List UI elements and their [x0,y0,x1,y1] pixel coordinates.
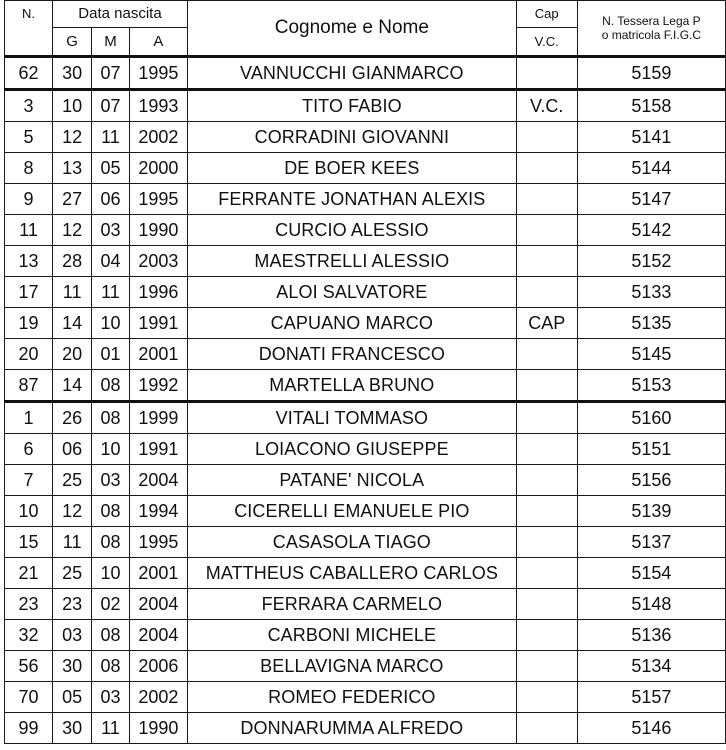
cell-name: CURCIO ALESSIO [188,215,517,246]
cell-name: CORRADINI GIOVANNI [188,122,517,153]
cell-month: 05 [92,153,129,184]
table-row [5,184,726,215]
cell-captain: V.C. [516,90,577,122]
cell-card-number: 5141 [577,122,725,153]
cell-year: 2001 [129,339,187,370]
cell-year: 2002 [129,682,187,713]
cell-card-number: 5156 [577,465,725,496]
cell-number: 87 [5,370,53,402]
cell-captain [516,184,577,215]
cell-number: 20 [5,339,53,370]
header-year: A [129,28,187,57]
cell-name: FERRARA CARMELO [188,589,517,620]
header-card-number-line1: N. Tessera Lega P [602,14,701,28]
cell-day: 12 [52,122,91,153]
cell-card-number: 5148 [577,589,725,620]
cell-number: 6 [5,434,53,465]
cell-name: CARBONI MICHELE [188,620,517,651]
cell-number: 62 [5,57,53,90]
cell-number: 17 [5,277,53,308]
cell-day: 10 [52,90,91,122]
cell-day: 30 [52,651,91,682]
table-row [5,651,726,682]
cell-day: 30 [52,713,91,744]
cell-day: 20 [52,339,91,370]
cell-captain: CAP [516,308,577,339]
cell-year: 1995 [129,57,187,90]
cell-day: 25 [52,558,91,589]
cell-day: 11 [52,527,91,558]
cell-captain [516,57,577,90]
table-row [5,370,726,402]
cell-day: 25 [52,465,91,496]
cell-captain [516,153,577,184]
cell-number: 11 [5,215,53,246]
cell-month: 10 [92,308,129,339]
table-row [5,465,726,496]
cell-year: 2002 [129,122,187,153]
cell-month: 08 [92,527,129,558]
cell-name: DONATI FRANCESCO [188,339,517,370]
table-row [5,682,726,713]
cell-year: 1990 [129,713,187,744]
cell-card-number: 5144 [577,153,725,184]
cell-year: 2006 [129,651,187,682]
cell-number: 9 [5,184,53,215]
cell-day: 05 [52,682,91,713]
cell-month: 08 [92,402,129,434]
cell-captain [516,370,577,402]
cell-year: 1993 [129,90,187,122]
cell-captain [516,122,577,153]
cell-captain [516,215,577,246]
cell-captain [516,465,577,496]
cell-card-number: 5137 [577,527,725,558]
cell-card-number: 5159 [577,57,725,90]
cell-day: 11 [52,277,91,308]
cell-number: 13 [5,246,53,277]
cell-captain [516,434,577,465]
header-captain: Cap [516,1,577,28]
cell-name: MAESTRELLI ALESSIO [188,246,517,277]
cell-captain [516,402,577,434]
cell-card-number: 5146 [577,713,725,744]
cell-year: 2004 [129,465,187,496]
header-card-number [577,1,725,57]
cell-day: 06 [52,434,91,465]
cell-captain [516,620,577,651]
cell-card-number: 5153 [577,370,725,402]
cell-card-number: 5158 [577,90,725,122]
cell-year: 1999 [129,402,187,434]
cell-number: 56 [5,651,53,682]
cell-year: 2000 [129,153,187,184]
cell-number: 15 [5,527,53,558]
table-header [5,1,726,57]
header-number: N. [5,1,53,57]
cell-month: 10 [92,434,129,465]
cell-month: 08 [92,651,129,682]
cell-card-number: 5154 [577,558,725,589]
cell-number: 3 [5,90,53,122]
cell-card-number: 5145 [577,339,725,370]
cell-day: 26 [52,402,91,434]
table-body [5,57,726,744]
cell-month: 11 [92,277,129,308]
cell-card-number: 5147 [577,184,725,215]
cell-name: LOIACONO GIUSEPPE [188,434,517,465]
table-row [5,308,726,339]
table-row [5,620,726,651]
cell-name: TITO FABIO [188,90,517,122]
cell-captain [516,527,577,558]
cell-number: 5 [5,122,53,153]
cell-month: 01 [92,339,129,370]
cell-year: 1990 [129,215,187,246]
cell-card-number: 5135 [577,308,725,339]
cell-month: 08 [92,370,129,402]
table-row [5,57,726,90]
cell-month: 10 [92,558,129,589]
table-row [5,215,726,246]
cell-card-number: 5134 [577,651,725,682]
table-row [5,527,726,558]
header-birth-date: Data nascita [52,1,187,28]
cell-year: 2004 [129,589,187,620]
cell-year: 1996 [129,277,187,308]
cell-year: 1991 [129,434,187,465]
cell-captain [516,246,577,277]
cell-captain [516,558,577,589]
cell-card-number: 5152 [577,246,725,277]
cell-card-number: 5139 [577,496,725,527]
table-row [5,90,726,122]
cell-year: 1992 [129,370,187,402]
header-card-number-line2: o matricola F.I.G.C [601,28,702,42]
table-row [5,122,726,153]
cell-name: DONNARUMMA ALFREDO [188,713,517,744]
cell-month: 03 [92,215,129,246]
cell-day: 12 [52,496,91,527]
cell-day: 30 [52,57,91,90]
cell-number: 32 [5,620,53,651]
cell-card-number: 5133 [577,277,725,308]
cell-year: 1994 [129,496,187,527]
cell-month: 04 [92,246,129,277]
cell-captain [516,651,577,682]
table-row [5,277,726,308]
cell-year: 2004 [129,620,187,651]
cell-month: 07 [92,57,129,90]
header-vice-captain: V.C. [516,28,577,57]
cell-captain [516,713,577,744]
cell-name: PATANE' NICOLA [188,465,517,496]
cell-day: 23 [52,589,91,620]
cell-year: 1991 [129,308,187,339]
cell-month: 08 [92,620,129,651]
cell-captain [516,496,577,527]
player-roster-table [4,0,726,744]
cell-card-number: 5136 [577,620,725,651]
table-row [5,713,726,744]
cell-card-number: 5160 [577,402,725,434]
table-row [5,558,726,589]
cell-year: 1995 [129,184,187,215]
cell-day: 14 [52,308,91,339]
cell-number: 21 [5,558,53,589]
cell-captain [516,277,577,308]
cell-day: 28 [52,246,91,277]
header-full-name: Cognome e Nome [188,1,517,57]
cell-name: MARTELLA BRUNO [188,370,517,402]
cell-year: 2001 [129,558,187,589]
header-month: M [92,28,129,57]
cell-year: 2003 [129,246,187,277]
cell-name: CAPUANO MARCO [188,308,517,339]
table-row [5,402,726,434]
cell-month: 03 [92,465,129,496]
cell-month: 07 [92,90,129,122]
cell-number: 99 [5,713,53,744]
cell-month: 06 [92,184,129,215]
cell-number: 10 [5,496,53,527]
cell-month: 08 [92,496,129,527]
cell-year: 1995 [129,527,187,558]
cell-day: 14 [52,370,91,402]
cell-card-number: 5157 [577,682,725,713]
cell-name: DE BOER KEES [188,153,517,184]
cell-month: 02 [92,589,129,620]
cell-name: CICERELLI EMANUELE PIO [188,496,517,527]
cell-day: 12 [52,215,91,246]
table-row [5,153,726,184]
header-day: G [52,28,91,57]
cell-number: 7 [5,465,53,496]
table-row [5,496,726,527]
cell-name: MATTHEUS CABALLERO CARLOS [188,558,517,589]
cell-number: 1 [5,402,53,434]
cell-day: 27 [52,184,91,215]
cell-captain [516,339,577,370]
cell-day: 13 [52,153,91,184]
table-row [5,339,726,370]
table-row [5,434,726,465]
cell-number: 70 [5,682,53,713]
cell-month: 11 [92,122,129,153]
cell-card-number: 5151 [577,434,725,465]
cell-name: ALOI SALVATORE [188,277,517,308]
cell-number: 23 [5,589,53,620]
cell-number: 19 [5,308,53,339]
table-row [5,589,726,620]
cell-month: 11 [92,713,129,744]
cell-name: VITALI TOMMASO [188,402,517,434]
cell-month: 03 [92,682,129,713]
cell-card-number: 5142 [577,215,725,246]
cell-name: CASASOLA TIAGO [188,527,517,558]
table-row [5,246,726,277]
cell-number: 8 [5,153,53,184]
cell-name: VANNUCCHI GIANMARCO [188,57,517,90]
cell-name: ROMEO FEDERICO [188,682,517,713]
cell-name: FERRANTE JONATHAN ALEXIS [188,184,517,215]
cell-captain [516,589,577,620]
cell-name: BELLAVIGNA MARCO [188,651,517,682]
cell-day: 03 [52,620,91,651]
cell-captain [516,682,577,713]
